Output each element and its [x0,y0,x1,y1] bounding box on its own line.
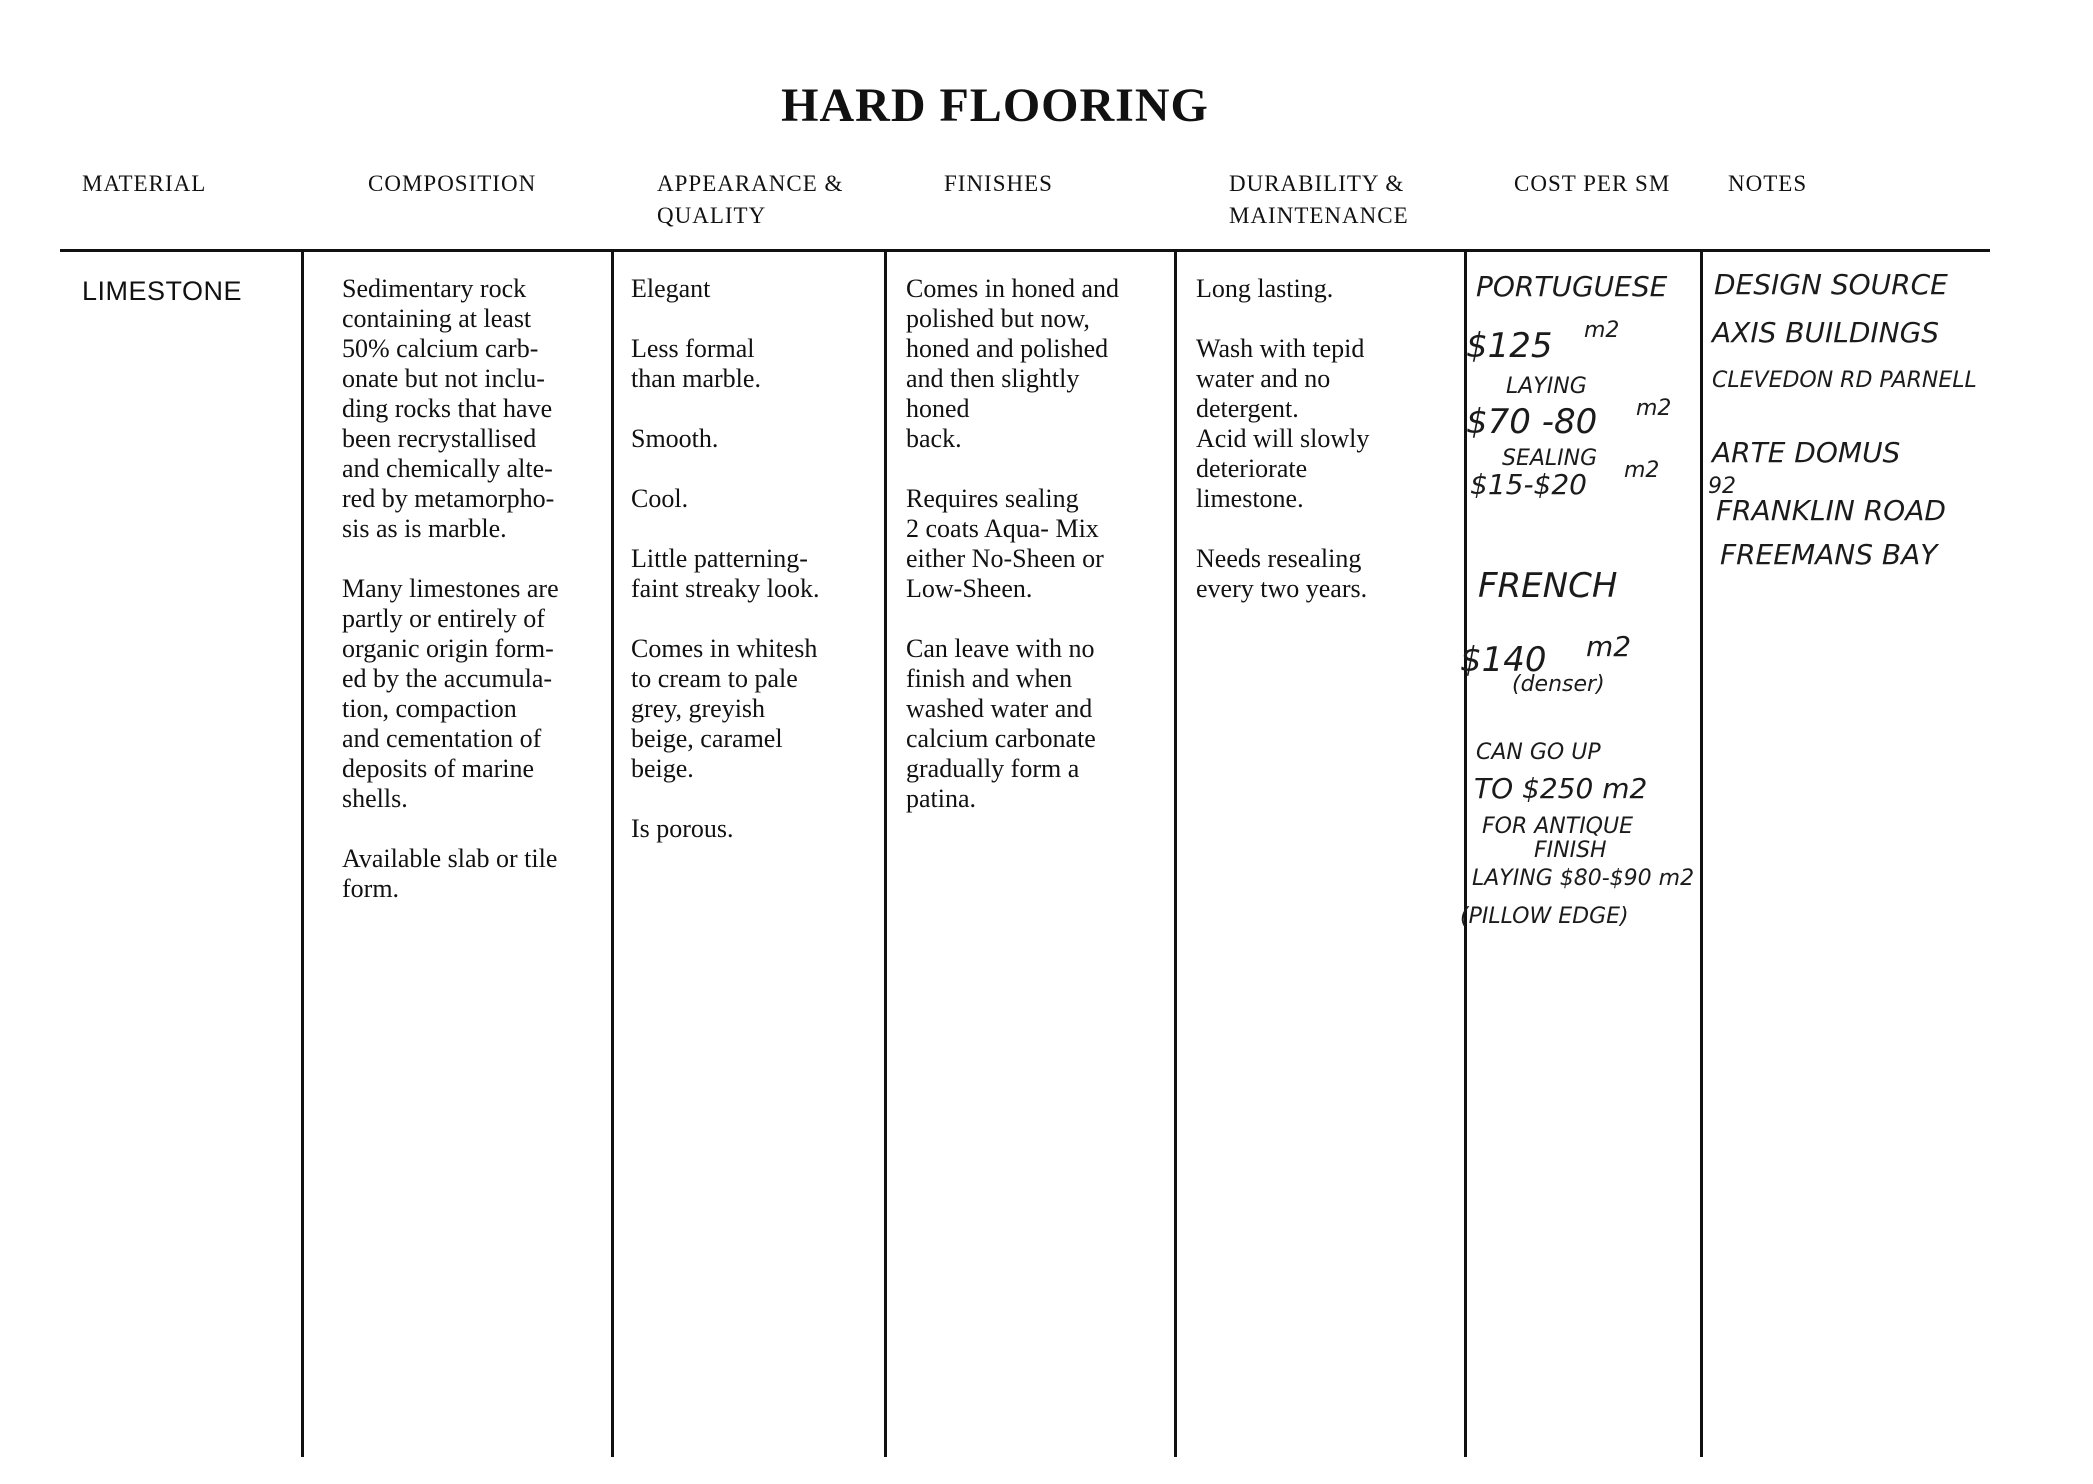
notes-line: 92 [1708,474,1736,499]
composition-paragraph: Many limestones are partly or entirely of organic origin form- ed by the accumula- tion, compaction and cementation of deposits of marine shells. [342,574,559,813]
header-composition: COMPOSITION [368,171,537,196]
column-divider [301,252,304,1457]
cost-sealing-label: SEALING [1502,446,1598,471]
appearance-paragraph: Smooth. [631,424,719,453]
appearance-paragraph: Elegant [631,274,711,303]
cost-french-price: $140 [1460,640,1547,680]
composition-cell [342,274,602,934]
finishes-paragraph: Can leave with no finish and when washed water and calcium carbonate gradually form a patina. [906,634,1096,813]
appearance-paragraph: Little patterning- faint streaky look. [631,544,820,603]
cost-french: FRENCH [1478,566,1618,606]
durability-cell [1196,274,1458,634]
cost-laying-price: $70 -80 [1466,402,1598,442]
finishes-paragraph: Comes in honed and polished but now, honed and polished and then slightly honed back. [906,274,1120,453]
cost-laying-unit: m2 [1636,396,1672,421]
durability-paragraph: Wash with tepid water and no detergent. Acid will slowly deteriorate limestone. [1196,334,1370,513]
appearance-paragraph: Is porous. [631,814,734,843]
column-divider [1174,252,1177,1457]
cost-sealing-unit: m2 [1624,458,1660,483]
header-appearance: APPEARANCE & QUALITY [657,171,844,228]
composition-paragraph: Sedimentary rock containing at least 50% calcium carb- onate but not inclu- ding rocks that have been recrystallised and chemically alte- red by metamorpho- sis as is marble. [342,274,555,543]
cost-sealing-price: $15-$20 [1470,468,1587,501]
cost-portuguese-unit: m2 [1584,318,1620,343]
cost-antique-laying: LAYING $80-$90 m2 [1472,866,1695,891]
column-divider [1700,252,1703,1457]
cost-antique-line: CAN GO UP [1476,740,1601,765]
header-notes: NOTES [1728,171,1808,196]
durability-paragraph: Long lasting. [1196,274,1334,303]
page-title: HARD FLOORING [781,79,1209,132]
notes-line: DESIGN SOURCE [1714,268,1948,301]
notes-line: ARTE DOMUS [1712,436,1901,469]
notes-line: CLEVEDON RD PARNELL [1712,368,1977,393]
appearance-paragraph: Comes in whitesh to cream to pale grey, greyish beige, caramel beige. [631,634,818,783]
appearance-paragraph: Cool. [631,484,689,513]
cost-french-note: (denser) [1512,672,1605,697]
cost-pillow-edge: (PILLOW EDGE) [1460,904,1629,929]
composition-paragraph: Available slab or tile form. [342,844,558,903]
finishes-cell [906,274,1168,844]
appearance-cell [631,274,876,874]
cost-antique-line: FOR ANTIQUE [1482,814,1634,839]
header-durability: DURABILITY & MAINTENANCE [1229,171,1409,228]
material-cell: LIMESTONE [82,276,243,306]
notes-line: FRANKLIN ROAD [1716,494,1946,527]
notes-line: FREEMANS BAY [1720,538,1938,571]
finishes-paragraph: Requires sealing 2 coats Aqua- Mix either No-Sheen or Low-Sheen. [906,484,1104,603]
cost-antique-line: TO $250 m2 [1474,772,1648,805]
header-material: MATERIAL [82,171,207,196]
durability-paragraph: Needs resealing every two years. [1196,544,1368,603]
cost-portuguese-price: $125 [1466,326,1553,366]
column-divider [884,252,887,1457]
cost-laying-label: LAYING [1506,374,1587,399]
notes-line: AXIS BUILDINGS [1712,316,1940,349]
header-finishes: FINISHES [944,171,1053,196]
appearance-paragraph: Less formal than marble. [631,334,761,393]
cost-french-unit: m2 [1586,630,1632,663]
header-cost: COST PER SM [1514,171,1671,196]
column-divider [611,252,614,1457]
cost-portuguese: PORTUGUESE [1476,270,1668,303]
cost-antique-line: FINISH [1534,838,1607,863]
